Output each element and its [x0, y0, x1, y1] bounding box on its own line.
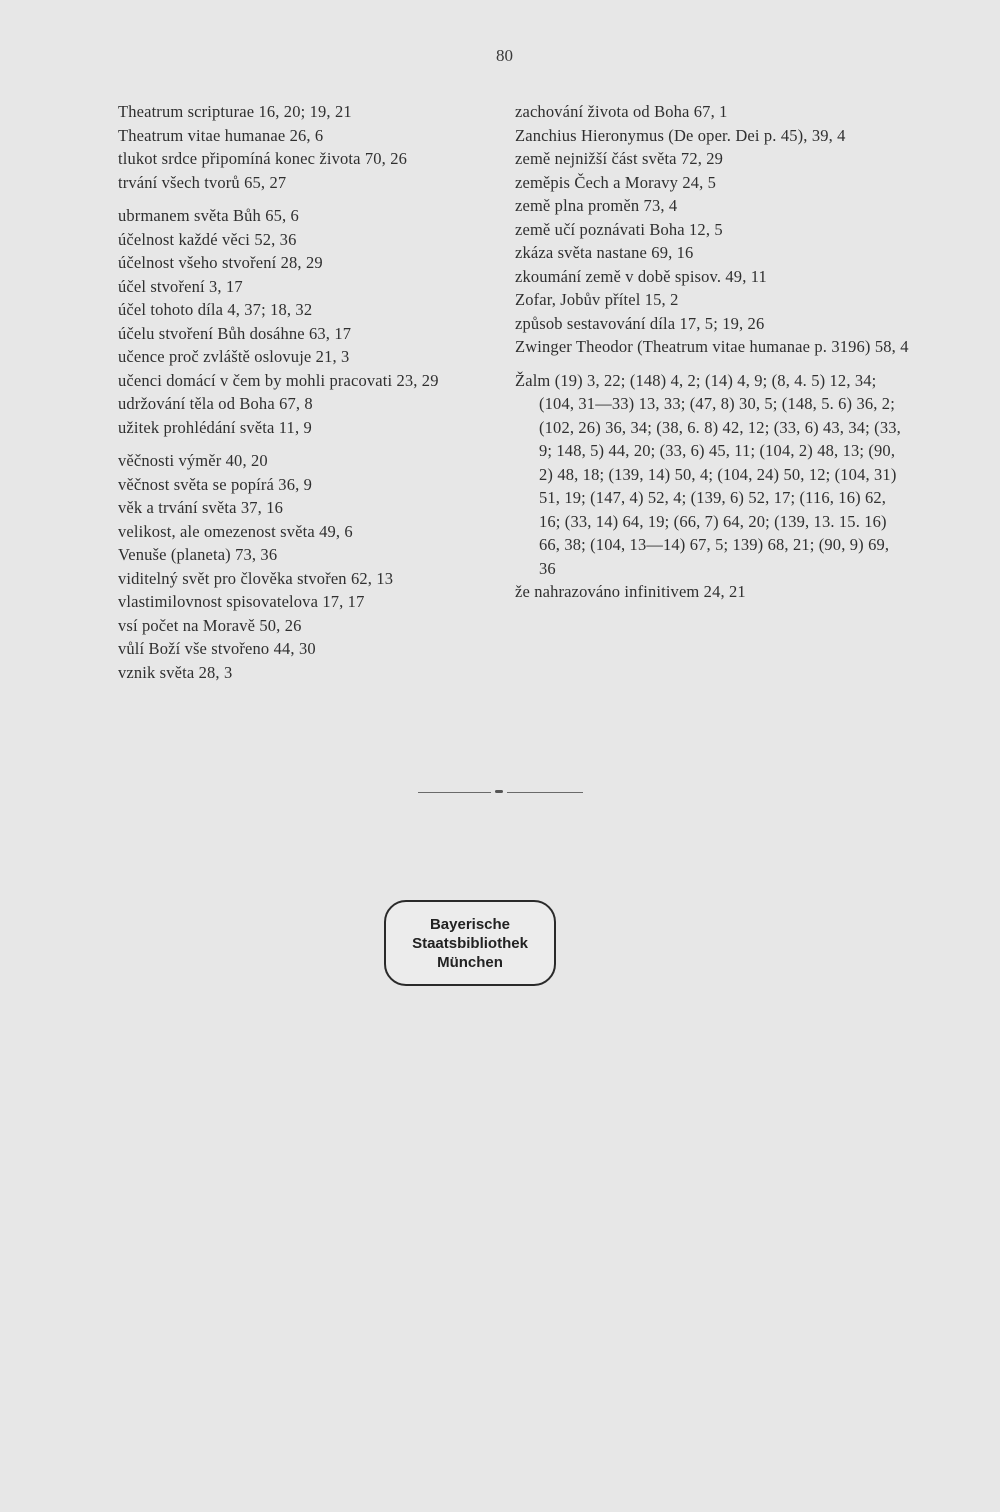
index-entry: účelnost všeho stvoření 28, 29: [118, 253, 323, 272]
index-entry: trvání všech tvorů 65, 27: [118, 172, 287, 192]
stamp-line-2: Staatsbibliothek: [412, 934, 528, 952]
index-entry: vlastimilovnost spisovatelova 17, 17: [118, 592, 365, 611]
index-entry: učence proč zvláště oslovuje 21, 3: [118, 347, 350, 366]
index-entry: že nahrazováno infinitivem 24, 21: [515, 582, 746, 601]
index-entry: účel stvoření 3, 17: [118, 276, 243, 296]
index-entry: účelu stvoření Bůh dosáhne 63, 17: [118, 323, 352, 343]
index-entry: zachování života od Boha 67, 1: [515, 102, 728, 121]
index-entry: užitek prohlédání světa 11, 9: [118, 417, 312, 437]
index-entry: účel tohoto díla 4, 37; 18, 32: [118, 300, 313, 319]
index-entry: Žalm (19) 3, 22; (148) 4, 2; (14) 4, 9; (8, 4. 5) 12, 34; (104, 31—33) 13, 33; (47, 8) 30, 5; (148, 5. 6) 36, 2; (102, 26) 36, 34; (38, 6. 8) 42, 12; (33, 6) 43, 34; (33, 9; 148, 5) 44, 20; (33, 6) 45, 11; (104, 2) 48, 13; (90, 2) 48, 18; (139, 14) 50, 4; (104, 24) 50, 12; (104, 31) 51, 19; (147, 4) 52, 4; (139, 6) 52, 17; (116, 16) 62, 16; (33, 14) 64, 19; (66, 7) 64, 20; (139, 13. 15. 16) 66, 38; (104, 13—14) 67, 5; 139) 68, 21; (90, 9) 69, 36: [515, 370, 901, 578]
index-column-left: [118, 100, 503, 684]
index-entry: zeměpis Čech a Moravy 24, 5: [515, 172, 717, 192]
page-number: 80: [496, 46, 513, 65]
stamp-line-3: München: [437, 953, 503, 971]
index-entry: Zofar, Jobův přítel 15, 2: [515, 290, 679, 309]
index-entry: věk a trvání světa 37, 16: [118, 498, 284, 517]
index-entry: věčnost světa se popírá 36, 9: [118, 474, 313, 494]
index-entry: viditelný svět pro člověka stvořen 62, 13: [118, 568, 394, 588]
index-entry: vznik světa 28, 3: [118, 662, 233, 682]
index-entry: udržování těla od Boha 67, 8: [118, 394, 313, 413]
index-entry: Theatrum scripturae 16, 20; 19, 21: [118, 102, 352, 121]
index-entry: Theatrum vitae humanae 26, 6: [118, 125, 324, 145]
index-entry: země učí poznávati Boha 12, 5: [515, 219, 723, 239]
library-stamp: [384, 900, 556, 986]
index-column-right: [515, 100, 910, 604]
index-entry: vůlí Boží vše stvořeno 44, 30: [118, 639, 316, 658]
index-entry: zkáza světa nastane 69, 16: [515, 243, 694, 262]
index-entry: vsí počet na Moravě 50, 26: [118, 615, 302, 635]
index-entry: Zanchius Hieronymus (De oper. Dei p. 45), 39, 4: [515, 125, 846, 145]
index-entry: zkoumání země v době spisov. 49, 11: [515, 266, 767, 286]
stamp-line-1: Bayerische: [429, 915, 511, 933]
index-entry: učenci domácí v čem by mohli pracovati 23, 29: [118, 370, 439, 390]
index-entry: země nejnižší část světa 72, 29: [515, 149, 724, 168]
index-entry: ubrmanem světa Bůh 65, 6: [118, 206, 299, 225]
index-entry: velikost, ale omezenost světa 49, 6: [118, 521, 353, 541]
index-entry: Zwinger Theodor (Theatrum vitae humanae p. 3196) 58, 4: [515, 337, 909, 356]
index-entry: věčnosti výměr 40, 20: [118, 451, 268, 470]
index-entry: účelnost každé věci 52, 36: [118, 229, 297, 249]
index-entry: způsob sestavování díla 17, 5; 19, 26: [515, 313, 765, 333]
index-entry: tlukot srdce připomíná konec života 70, 26: [118, 149, 408, 168]
index-entry: Venuše (planeta) 73, 36: [118, 545, 278, 564]
end-ornament: [491, 788, 507, 794]
index-entry: země plna proměn 73, 4: [515, 196, 678, 215]
